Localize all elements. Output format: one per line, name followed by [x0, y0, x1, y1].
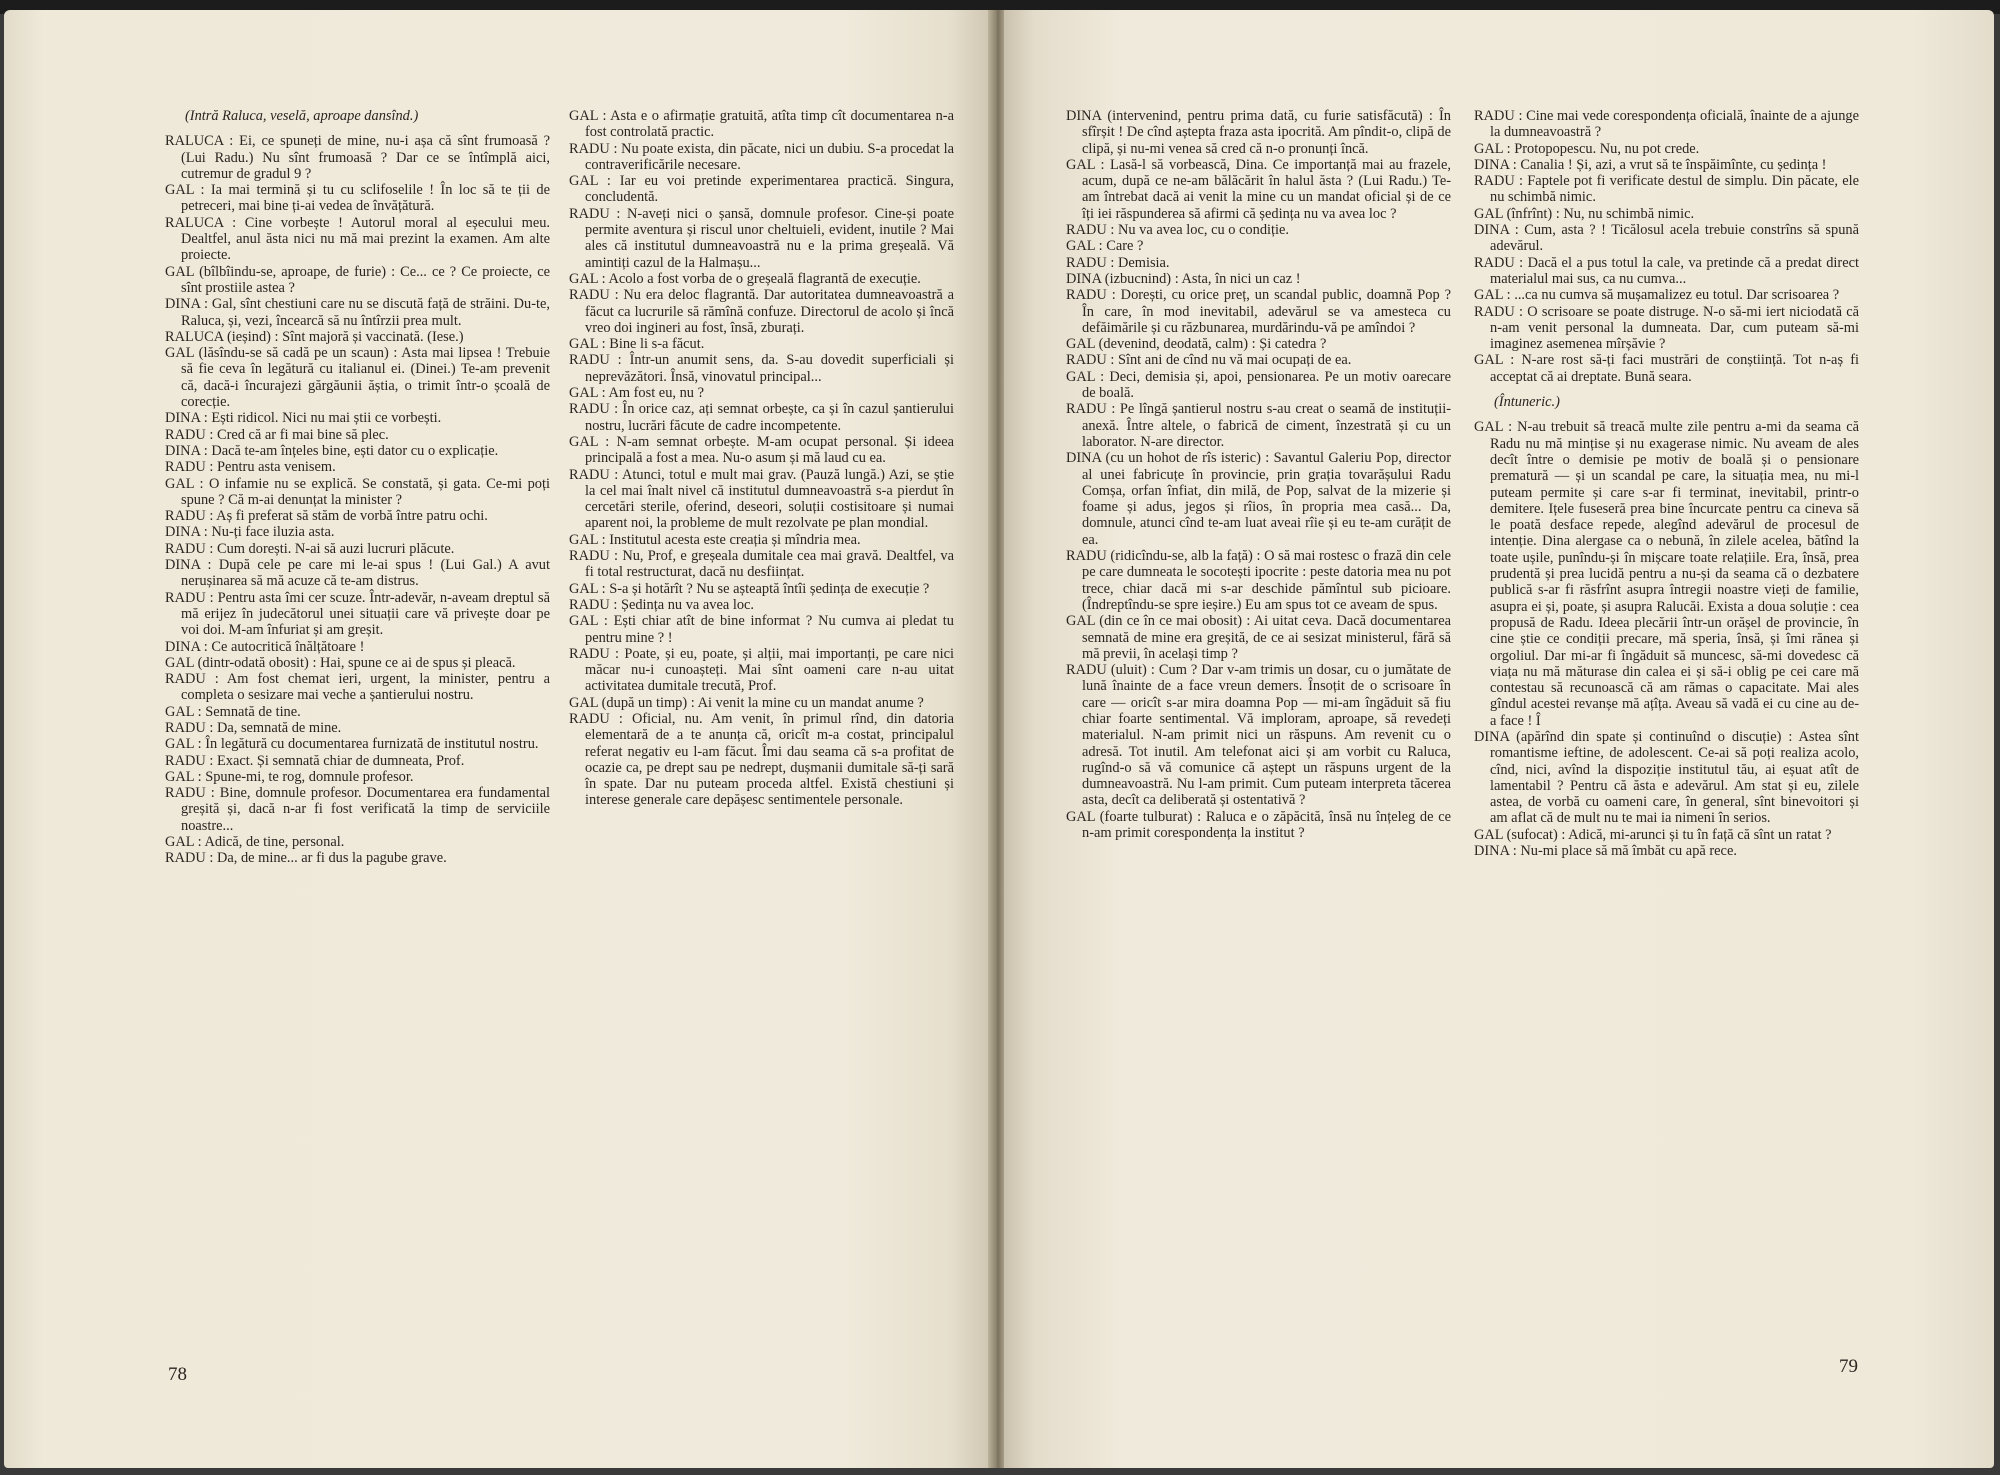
dialogue-paragraph: GAL : Ești chiar atît de bine informat ? Nu cumva ai pledat tu pentru mine ? ! [569, 613, 954, 646]
dialogue-paragraph: RADU : Pentru asta venisem. [165, 459, 336, 476]
dialogue-paragraph: DINA : Nu-mi place să mă îmbăt cu apă rece. [1474, 843, 1737, 860]
right-page-column-2 [1474, 108, 1859, 859]
dialogue-paragraph: GAL : Protopopescu. Nu, nu pot crede. [1474, 140, 1700, 157]
dialogue-paragraph: GAL : Deci, demisia și, apoi, pensionarea. Pe un motiv oarecare de boală. [1066, 368, 1451, 402]
dialogue-paragraph: GAL : Bine li s-a făcut. [569, 336, 705, 353]
dialogue-paragraph: GAL (dintr-odată obosit) : Hai, spune ce ai de spus și pleacă. [165, 654, 516, 671]
dialogue-paragraph: GAL : Institutul acesta este creația și mîndria mea. [569, 531, 861, 548]
dialogue-paragraph: RADU : Pe lîngă șantierul nostru s-au creat o seamă de instituții-anexă. Între altele, o fabrică de ciment, înzestrată și cu un laborator. N-are director. [1066, 401, 1451, 450]
right-page [1004, 10, 1994, 1468]
dialogue-paragraph: RADU : Nu era deloc flagrantă. Dar autoritatea dumneavoastră a făcut ca lucrurile să rămînă confuze. Directorul de acolo și încă vreo doi ingineri au fost, însă, zburați. [569, 287, 954, 336]
dialogue-paragraph: DINA : Nu-ți face iluzia asta. [165, 524, 335, 541]
dialogue-paragraph: GAL : În legătură cu documentarea furnizată de institutul nostru. [165, 736, 539, 753]
dialogue-paragraph: RADU : Exact. Și semnată chiar de dumneata, Prof. [165, 752, 465, 769]
dialogue-paragraph: RADU : Dorești, cu orice preț, un scandal public, doamnă Pop ? În care, în mod inevitabil, adevărul se va amesteca cu defăimările și cu răzbunarea, murdărindu-vă pe amîndoi ? [1066, 287, 1451, 336]
dialogue-paragraph: RADU : Pentru asta îmi cer scuze. Într-adevăr, n-aveam dreptul să mă erijez în judecătorul unei situații care vă privește doar pe voi doi. M-am înfuriat și am greșit. [165, 589, 550, 639]
dialogue-paragraph: GAL : ...ca nu cumva să mușamalizez eu totul. Dar scrisoarea ? [1474, 287, 1840, 304]
dialogue-paragraph: DINA : Dacă te-am înțeles bine, ești dator cu o explicație. [165, 442, 499, 459]
dialogue-paragraph: RADU : Faptele pot fi verificate destul de simplu. Din păcate, ele nu schimbă nimic. [1474, 173, 1859, 206]
dialogue-paragraph: RADU : Dacă el a pus totul la cale, va pretinde că a predat direct materialul mai sus, ca nu cumva... [1474, 254, 1859, 287]
dialogue-paragraph: RADU : Nu, Prof, e greșeala dumitale cea mai gravă. Dealtfel, va fi total restructurat, dacă nu desființat. [569, 548, 954, 581]
right-page-column-1 [1066, 108, 1451, 841]
dialogue-paragraph: RADU : Cred că ar fi mai bine să plec. [165, 426, 389, 443]
dialogue-paragraph: RADU : Cum dorești. N-ai să auzi lucruri plăcute. [165, 540, 455, 557]
dialogue-paragraph: DINA : Canalia ! Și, azi, a vrut să te înspăimînte, cu ședința ! [1474, 156, 1827, 173]
dialogue-paragraph: DINA (apărînd din spate și continuînd o discuție) : Astea sînt romantisme ieftine, de adolescent. Ce-ai să poți realiza acolo, cînd, nici, avînd la dispoziție institutul tău, ai eșuat atît de lamentabil ? Pentru că ăsta e adevărul. Am stat și eu, zilele astea, de vorbă cu oameni care, în general, sînt binevoitori și am aflat că de mult nu te mai ia nimeni în serios. [1474, 728, 1859, 827]
dialogue-paragraph: RADU (ridicîndu-se, alb la față) : O să mai rostesc o frază din cele pe care dumneata le socotești ipocrite : peste datoria mea nu pot trece, chiar dacă mi s-ar deschide pămîntul sub picioare. (Îndreptîndu-se spre ieșire.) Eu am spus tot ce aveam de spus. [1066, 548, 1451, 613]
dialogue-paragraph: RADU : Nu va avea loc, cu o condiție. [1066, 222, 1289, 239]
dialogue-paragraph: RALUCA (ieșind) : Sînt majoră și vaccinată. (Iese.) [165, 328, 464, 345]
dialogue-paragraph: DINA (intervenind, pentru prima dată, cu furie satisfăcută) : În sfîrșit ! De cînd aștepta fraza asta ipocrită. Am pîndit-o, clipă de clipă, și nu-mi venea să cred că n-o pronunți încă. [1066, 108, 1451, 157]
dialogue-paragraph: RADU : Bine, domnule profesor. Documentarea era fundamental greșită și, dacă n-ar fi fost verificată la timp de serviciile noastre... [165, 785, 550, 834]
left-page-column-1 [165, 108, 550, 867]
dialogue-paragraph: GAL : Acolo a fost vorba de o greșeală flagrantă de execuție. [569, 270, 921, 287]
dialogue-paragraph: GAL (devenind, deodată, calm) : Și catedra ? [1066, 336, 1327, 353]
dialogue-paragraph: GAL : S-a și hotărît ? Nu se așteaptă întîi ședința de execuție ? [569, 580, 930, 597]
dialogue-paragraph: GAL (foarte tulburat) : Raluca e o zăpăcită, însă nu înțeleg de ce n-am primit corespondența la institut ? [1066, 808, 1451, 842]
stage-direction: (Intră Raluca, veselă, aproape dansînd.) [185, 108, 419, 124]
dialogue-paragraph: GAL : N-are rost să-ți faci mustrări de conștiință. Tot n-aș fi acceptat că ai dreptate. Bună seara. [1474, 352, 1859, 385]
dialogue-paragraph: GAL : Am fost eu, nu ? [569, 385, 704, 402]
dialogue-paragraph: RADU : O scrisoare se poate distruge. N-o să-mi iert niciodată că n-am venit personal la dumneata. Dar, cum puteam să-mi imaginez asemenea mîrșăvie ? [1474, 303, 1859, 353]
dialogue-paragraph: DINA : Cum, asta ? ! Ticălosul acela trebuie constrîns să spună adevărul. [1474, 222, 1859, 255]
dialogue-paragraph: GAL : O infamie nu se explică. Se constată, și gata. Ce-mi poți spune ? Că m-ai denunțat la minister ? [165, 475, 550, 508]
dialogue-paragraph: GAL (din ce în ce mai obosit) : Ai uitat ceva. Dacă documentarea semnată de mine era greșită, de ce ai sesizat ministerul, fără să mă previi, în același timp ? [1066, 613, 1451, 662]
left-page [4, 10, 990, 1468]
dialogue-paragraph: RADU (uluit) : Cum ? Dar v-am trimis un dosar, cu o jumătate de lună înainte de a face vreun demers. Însoțit de o scrisoare în care — oricît s-ar mira doamna Pop — mi-am îngăduit să fiu chiar foarte sentimental. Vă imploram, aproape, să revedeți materialul. N-am primit nici un răspuns. Am revenit cu o adresă. Tot inutil. Am telefonat aici și am vorbit cu Raluca, rugînd-o să vă comunice că aștept un răspuns urgent de la dumneavoastră. Nu l-am primit. Cum puteam interpreta tăcerea asta, decît ca deliberată și ostentativă ? [1066, 662, 1451, 809]
dialogue-paragraph: RADU : Da, semnată de mine. [165, 719, 342, 736]
dialogue-paragraph: RADU : Cine mai vede corespondența oficială, înainte de a ajunge la dumneavoastră ? [1474, 108, 1859, 141]
dialogue-paragraph: GAL (după un timp) : Ai venit la mine cu un mandat anume ? [569, 694, 924, 711]
dialogue-paragraph: RALUCA : Cine vorbește ! Autorul moral al eșecului meu. Dealtfel, anul ăsta nici nu mă mai prezint la examen. Am alte proiecte. [165, 214, 550, 264]
dialogue-paragraph: DINA (izbucnind) : Asta, în nici un caz ! [1066, 270, 1301, 287]
dialogue-paragraph: RADU : N-aveți nici o șansă, domnule profesor. Cine-și poate permite aventura și riscul unor cheltuieli, evident, inutile ? Mai ales că institutul dumneavoastră nu e la prima greșeală. Vă amintiți cazul de la Halmașu... [569, 205, 954, 271]
dialogue-paragraph: RADU : Poate, și eu, poate, și alții, mai importanți, pe care nici măcar nu-i cunoașteți. Mai sînt oameni care n-au uitat activitatea dumitale trecută, Prof. [569, 645, 954, 695]
dialogue-paragraph: RADU : Aș fi preferat să stăm de vorbă între patru ochi. [165, 508, 488, 525]
dialogue-paragraph: DINA : Ce autocritică înălțătoare ! [165, 638, 365, 655]
dialogue-paragraph: GAL : Iar eu voi pretinde experimentarea practică. Singura, concludentă. [569, 173, 954, 206]
dialogue-paragraph: RADU : Atunci, totul e mult mai grav. (Pauză lungă.) Azi, se știe la cel mai înalt nivel că institutul dumneavoastră s-a pierdut în cercetări sterile, oferind, deseori, soluții costisitoare și numai aparent noi, la probleme de mult rezolvate pe plan mondial. [569, 466, 954, 532]
dialogue-paragraph: GAL (lăsîndu-se să cadă pe un scaun) : Asta mai lipsea ! Trebuie să fie ceva în legătură cu italianul ei. (Dinei.) Te-am prevenit că, dacă-i încurajezi gărgăunii ăștia, o trimit într-o școală de corecție. [165, 345, 550, 411]
dialogue-paragraph: RADU : Într-un anumit sens, da. S-au dovedit superficiali și neprevăzători. Însă, vinovatul principal... [569, 352, 954, 385]
dialogue-paragraph: RADU : Ședința nu va avea loc. [569, 596, 755, 613]
dialogue-paragraph: GAL : Ia mai termină și tu cu sclifoselile ! În loc să te ții de petreceri, mai bine ți-ai vedea de învățătură. [165, 182, 550, 215]
dialogue-paragraph: DINA : Gal, sînt chestiuni care nu se discută față de străini. Du-te, Raluca, și, vezi, încearcă să nu întîrzii prea mult. [165, 296, 550, 329]
dialogue-paragraph: RADU : Demisia. [1066, 254, 1170, 271]
dialogue-paragraph: RADU : Am fost chemat ieri, urgent, la minister, pentru a completa o sesizare mai veche a șantierului nostru. [165, 671, 550, 704]
dialogue-paragraph: GAL : Semnată de tine. [165, 703, 301, 720]
dialogue-paragraph: GAL : N-au trebuit să treacă multe zile pentru a-mi da seama că Radu nu mă mințise și nu exagerase nimic. Nu aveam de ales decît între o demisie pe motiv de boală și o pensionare prematură — și un scandal pe care, la situația mea, nu mi-l puteam permite și care s-ar fi terminat, inevitabil, printr-o demitere. Ițele fuseseră prea bine încurcate pentru ca cineva să le poată desface repede, alegînd adevărul de procesul de intenție. Dina alergase ca o nebună, în zilele acelea, bătînd la toate ușile, punîndu-și în mișcare toate relațiile. Era, însă, prea prudentă și prea lucidă pentru a nu-și da seama că o dezbatere publică s-ar fi răsfrînt asupra întregii noastre vieți de familie, asupra ei și, poate, și asupra Ralucăi. Exista a doua soluție : cea propusă de Radu. Ideea plecării într-un orășel de provincie, în cine știe ce condiții precare, mă speria, însă, și îmi rănea și orgoliul. Dar mi-ar fi îngăduit să muncesc, să-mi dovedesc că viața nu mă măturase din calea ei și să-i oblig pe cei care mă contestau să recunoască că am rămas o capacitate. Mai ales gîndul acestei revanșe mă ațîța. Aveau să vadă ei cu cine au de-a face ! Î [1474, 419, 1859, 729]
dialogue-paragraph: DINA : Ești ridicol. Nici nu mai știi ce vorbești. [165, 410, 442, 427]
dialogue-paragraph: GAL (sufocat) : Adică, mi-arunci și tu în față că sînt un ratat ? [1474, 826, 1832, 843]
dialogue-paragraph: RADU : Da, de mine... ar fi dus la pagube grave. [165, 850, 447, 867]
dialogue-paragraph: GAL : N-am semnat orbește. M-am ocupat personal. Și ideea principală a fost a mea. Nu-o asum și mă laud cu ea. [569, 433, 954, 467]
page-number: 79 [1839, 1356, 1858, 1377]
dialogue-paragraph: GAL : Asta e o afirmație gratuită, atîta timp cît documentarea n-a fost controlată practic. [569, 108, 954, 141]
dialogue-paragraph: GAL (înfrînt) : Nu, nu schimbă nimic. [1474, 205, 1695, 222]
dialogue-paragraph: GAL : Lasă-l să vorbească, Dina. Ce importanță mai au frazele, acum, după ce ne-am bălăcărit în halul ăsta ? (Lui Radu.) Te-am întrebat dacă ai venit la mine cu un mandat oficial și de ce îți iei răspunderea să afirmi că ședința nu va avea loc ? [1066, 156, 1451, 222]
dialogue-paragraph: GAL : Care ? [1066, 238, 1144, 255]
dialogue-paragraph: RADU : Nu poate exista, din păcate, nici un dubiu. S-a procedat la contraverificările necesare. [569, 140, 954, 173]
dialogue-paragraph: RADU : În orice caz, ați semnat orbește, ca și în cazul șantierului nostru, lucrări făcute de cadre incompetente. [569, 401, 954, 434]
stage-direction: (Întuneric.) [1494, 394, 1560, 411]
dialogue-paragraph: GAL : Spune-mi, te rog, domnule profesor. [165, 768, 414, 785]
page-number: 78 [168, 1364, 187, 1385]
dialogue-paragraph: GAL (bîlbîindu-se, aproape, de furie) : Ce... ce ? Ce proiecte, ce sînt prostiile astea ? [165, 263, 550, 296]
dialogue-paragraph: RADU : Sînt ani de cînd nu vă mai ocupați de ea. [1066, 352, 1352, 369]
left-page-column-2 [569, 108, 954, 809]
dialogue-paragraph: RADU : Oficial, nu. Am venit, în primul rînd, din datoria elementară de a te anunța că, oricît m-a costat, principalul referat negativ eu l-am făcut. Îmi dau seama că s-a profitat de ocazie ca, pe drept sau pe nedrept, dușmanii dumitale să-ți sară în spate. Dar nu puteam proceda altfel. Există chestiuni și interese generale care depășesc sentimentele personale. [569, 710, 954, 809]
dialogue-paragraph: DINA : După cele pe care mi le-ai spus ! (Lui Gal.) A avut nerușinarea să mă acuze că te-am distrus. [165, 557, 550, 590]
dialogue-paragraph: RALUCA : Ei, ce spuneți de mine, nu-i așa că sînt frumoasă ? (Lui Radu.) Nu sînt frumoasă ? Dar ce se întîmplă aici, cutremur de gradul 9 ? [165, 133, 550, 182]
dialogue-paragraph: DINA (cu un hohot de rîs isteric) : Savantul Galeriu Pop, director al unei fabricuțe în provincie, prin grația tovarășului Radu Comșa, orfan înfiat, din milă, de Pop, salvat de la mizerie și foame și adus, jegos și rîios, în propria mea casă... Da, domnule, atunci cînd te-am luat aveai rîie și eu te-am curățit de ea. [1066, 450, 1451, 548]
dialogue-paragraph: GAL : Adică, de tine, personal. [165, 834, 345, 851]
